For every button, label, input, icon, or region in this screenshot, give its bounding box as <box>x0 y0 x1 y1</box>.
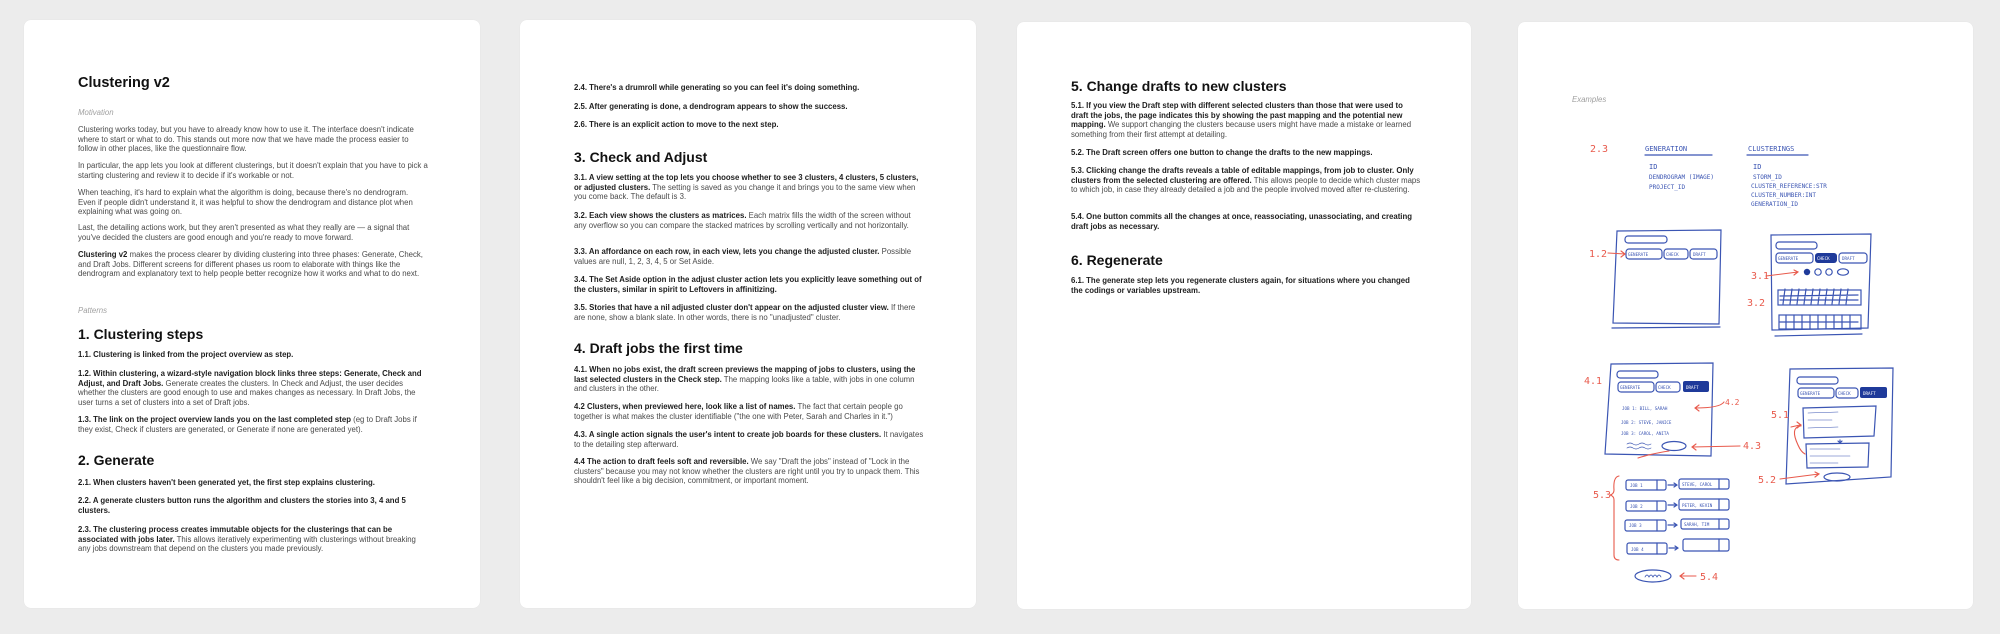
item-lead: 4.4 The action to draft feels soft and reversible. <box>574 457 749 466</box>
ref-label: 5.4 <box>1700 572 1719 583</box>
item <box>1071 276 1421 295</box>
view-option-sketch <box>1838 269 1849 275</box>
tab-label: CHECK <box>1838 391 1851 396</box>
item <box>574 303 924 322</box>
view-option-sketch <box>1804 269 1810 275</box>
tab-label: CHECK <box>1658 385 1671 390</box>
item <box>1071 212 1421 231</box>
squiggle-text <box>1627 443 1651 449</box>
mapping-row-sketch <box>1625 519 1729 531</box>
item <box>574 173 924 202</box>
svg-text:SARAH, TIM: SARAH, TIM <box>1684 522 1710 527</box>
item <box>574 457 924 486</box>
ref-label: 3.2 <box>1747 298 1766 309</box>
item-rest: Generate creates the clusters. In Check and Adjust, the user decides whether the clusters are good enough to use and makes changes as necessary. In Draft Jobs, the user turns a set of clusters into a set of Draft jobs. <box>78 378 416 407</box>
tab-label: CHECK <box>1817 256 1830 261</box>
item-lead: 4.2 Clusters, when previewed here, look like a list of names. <box>574 402 796 411</box>
item <box>78 369 428 407</box>
section-label-patterns: Patterns <box>78 306 108 315</box>
paragraph: Clustering works today, but you have to already know how to use it. The interface doesn't indicate where to start or what to do. This stands out more now that we have made the process easier to follow in other places, like the questionnaire flow. <box>78 125 414 153</box>
item-lead: 3.2. Each view shows the clusters as matrices. <box>574 211 747 220</box>
view-option-sketch <box>1826 269 1832 275</box>
ref-label: 5.3 <box>1593 490 1612 501</box>
item-rest: We say "Draft the jobs" instead of "Lock in the clusters" because you may not know whether the clusters are right until you try to unpack them. This shouldn't feel like a big decision, commitment, or important moment. <box>574 457 920 485</box>
item-lead: 3.5. Stories that have a nil adjusted cluster don't appear on the adjusted cluster view. <box>574 303 889 312</box>
svg-text:JOB 3: JOB 3 <box>1629 523 1642 528</box>
paragraph: When teaching, it's hard to explain what the algorithm is doing, because there's no dendrogram. Even if people didn't understand it, it was helpful to show the dendrogram and distance plot when explaining what was going on. <box>78 188 413 216</box>
heading-draft-jobs: 4. Draft jobs the first time <box>574 340 743 356</box>
doc-page-1 <box>24 20 480 608</box>
svg-text:JOB 1: JOB 1 <box>1630 483 1643 488</box>
item <box>574 211 924 230</box>
wireframe-frame <box>1612 230 1721 328</box>
doc-page-3 <box>1017 22 1471 609</box>
item-lead: 1.2. Within clustering, a wizard-style navigation block links three steps: Generate, Check and Adjust, and Draft Jobs. <box>78 369 422 388</box>
button-sketch <box>1824 473 1850 481</box>
view-option-sketch <box>1815 269 1821 275</box>
arrow-icon <box>1680 573 1696 579</box>
schema-field: STORM_ID <box>1753 174 1782 181</box>
item-rest: The fact that certain people go together is what makes the cluster identifiable ("the one with Peter, Sarah and Charles in it.") <box>574 402 903 421</box>
item-lead: 2.6. There is an explicit action to move to the next step. <box>574 120 779 129</box>
doc-page-4-examples <box>1518 22 1973 609</box>
ref-label: 1.2 <box>1589 249 1608 260</box>
wireframe-sketches <box>1518 22 1973 609</box>
item-lead: 4.3. A single action signals the user's intent to create job boards for these clusters. <box>574 430 882 439</box>
ref-label: 4.2 <box>1725 398 1740 407</box>
tab-label: GENERATE <box>1800 391 1821 396</box>
svg-text:STEVE, CAROL: STEVE, CAROL <box>1682 482 1713 487</box>
mapping-row-sketch <box>1626 479 1729 490</box>
svg-text:JOB 4: JOB 4 <box>1631 547 1644 552</box>
summary-lead: Clustering v2 <box>78 250 128 259</box>
schema-field: ID <box>1753 163 1762 171</box>
schema-field: GENERATION_ID <box>1751 201 1798 208</box>
schema-title-generation: GENERATION <box>1645 145 1688 153</box>
squiggle-text <box>1645 575 1661 577</box>
ref-label: 4.1 <box>1584 376 1603 387</box>
ref-label: 3.1 <box>1751 271 1770 282</box>
item <box>574 83 924 93</box>
job-mapping-line: JOB 3: CAROL, ANITA <box>1621 431 1669 436</box>
mapping-row-sketch <box>1626 499 1729 511</box>
section-label-motivation: Motivation <box>78 108 114 117</box>
tab-label: DRAFT <box>1842 256 1855 261</box>
item-rest: This allows people to decide which cluster maps to which job, in case they already detailed a job and the people involved moved after re-clustering. <box>1071 175 1421 194</box>
item-rest: We support changing the clusters because users might have made a mistake or learned something from their first attempt at detailing. <box>1071 120 1412 139</box>
item <box>574 247 924 266</box>
item-lead: 5.3. Clicking change the drafts reveals a table of editable mappings, from job to cluster. Only clusters from the selected clustering are offered. <box>1071 166 1414 185</box>
ref-label: 4.3 <box>1743 441 1762 452</box>
heading-change-drafts: 5. Change drafts to new clusters <box>1071 78 1287 94</box>
breadcrumb-sketch <box>1797 377 1838 384</box>
item <box>574 402 924 421</box>
item-lead: 1.3. The link on the project overview lands you on the last completed step <box>78 415 351 424</box>
ref-label: 2.3 <box>1590 144 1609 155</box>
schema-field: PROJECT_ID <box>1649 184 1686 191</box>
paragraph: In particular, the app lets you look at different clusterings, but it doesn't explain that you have to pick a starting clustering and review it to decide if it's workable or not. <box>78 161 428 180</box>
wireframe-frame <box>1786 368 1893 484</box>
item <box>574 102 924 112</box>
item <box>1071 148 1421 158</box>
arrow-icon <box>1692 444 1740 450</box>
summary-rest: makes the process clearer by dividing clustering into three phases: Generate, Check, and Draft Jobs. Different screens for different phases us room to elaborate with things like the dendrogram and explanatory text to help people better recognize how it works and what to do next. <box>78 250 423 278</box>
heading-generate: 2. Generate <box>78 452 155 468</box>
breadcrumb-sketch <box>1617 371 1658 378</box>
item-rest: Each matrix fills the width of the screen without any overflow so you can compare the stacked matrices by scrolling vertically and not horizontally. <box>574 211 911 230</box>
heading-check-adjust: 3. Check and Adjust <box>574 149 708 165</box>
heading-clustering-steps: 1. Clustering steps <box>78 326 204 342</box>
tab-label: GENERATE <box>1620 385 1641 390</box>
item <box>574 365 924 394</box>
schema-field: CLUSTER_NUMBER:INT <box>1751 192 1817 199</box>
doc-page-2 <box>520 20 976 608</box>
mapping-row-sketch <box>1627 539 1729 554</box>
breadcrumb-sketch <box>1776 242 1817 249</box>
item-lead: 2.4. There's a drumroll while generating so you can feel it's doing something. <box>574 83 860 92</box>
page-title: Clustering v2 <box>78 75 170 91</box>
item-rest: Possible values are null, 1, 2, 3, 4, 5 or Set Aside. <box>574 247 912 266</box>
mapping-box-sketch <box>1803 406 1876 468</box>
section-label-examples: Examples <box>1572 95 1607 104</box>
item-rest: If there are none, show a blank slate. In other words, there is no "unadjusted" cluster. <box>574 303 916 322</box>
item-lead: 5.4. One button commits all the changes at once, reassociating, unassociating, and creating draft jobs as necessary. <box>1071 212 1412 231</box>
item-lead: 6.1. The generate step lets you regenerate clusters again, for situations where you changed the codings or variables upstream. <box>1071 276 1410 295</box>
item-rest: It navigates to the detailing step afterward. <box>574 430 924 449</box>
item <box>78 415 428 434</box>
item-lead: 3.1. A view setting at the top lets you choose whether to see 3 clusters, 4 clusters, 5 clusters, or adjusted clusters. <box>574 173 919 192</box>
item-rest: (eg to Draft Jobs if they exist, Check if clusters are generated, or Generate if none are generated yet). <box>78 415 417 434</box>
tab-label: CHECK <box>1666 252 1679 257</box>
schema-field: ID <box>1649 163 1658 171</box>
matrix-sketch <box>1778 289 1861 329</box>
item-lead: 3.4. The Set Aside option in the adjust cluster action lets you explicitly leave something out of the clusters, similar in spirit to Leftovers in affinitizing. <box>574 275 922 294</box>
item <box>78 525 428 554</box>
item <box>574 275 924 294</box>
item-lead: 4.1. When no jobs exist, the draft screen previews the mapping of jobs to clusters, using the last selected clusters in the Check step. <box>574 365 916 384</box>
tab-label: DRAFT <box>1686 385 1699 390</box>
svg-text:JOB 2: JOB 2 <box>1630 504 1643 509</box>
item-lead: 2.2. A generate clusters button runs the algorithm and clusters the stories into 3, 4 and 5 clusters. <box>78 496 406 515</box>
schema-title-clusterings: CLUSTERINGS <box>1748 145 1795 153</box>
arrow-icon <box>1791 422 1805 454</box>
item <box>78 478 428 488</box>
item-rest: The setting is saved as you change it and brings you to the same view when you come back. The default is 3. <box>574 182 916 201</box>
paragraph-summary <box>78 250 428 279</box>
tab-label: DRAFT <box>1693 252 1706 257</box>
item-lead: 2.5. After generating is done, a dendrogram appears to show the success. <box>574 102 848 111</box>
item <box>78 350 428 360</box>
item <box>1071 101 1421 139</box>
item-rest: This allows iteratively experimenting with clusterings without breaking any jobs downstream that depend on the clusters you made previously. <box>78 534 416 553</box>
job-mapping-line: JOB 1: BILL, SARAH <box>1622 406 1668 411</box>
button-sketch <box>1662 442 1686 451</box>
item-lead: 2.1. When clusters haven't been generated yet, the first step explains clustering. <box>78 478 375 487</box>
item <box>1071 166 1421 195</box>
item-lead: 5.1. If you view the Draft step with different selected clusters than those that were used to draft the jobs, the page indicates this by showing the past mapping and the potential new mapping. <box>1071 101 1403 129</box>
item <box>574 430 924 449</box>
ref-label: 5.2 <box>1758 475 1777 486</box>
item-rest: The mapping looks like a table, with jobs in one column and clusters in the other. <box>574 374 915 393</box>
item-lead: 1.1. Clustering is linked from the project overview as step. <box>78 350 294 359</box>
tab-label: GENERATE <box>1778 256 1799 261</box>
item <box>574 120 924 130</box>
item-lead: 3.3. An affordance on each row, in each view, lets you change the adjusted cluster. <box>574 247 880 256</box>
brace-icon <box>1610 476 1619 560</box>
tab-label: GENERATE <box>1628 252 1649 257</box>
paragraph: Last, the detailing actions work, but they aren't presented as what they really are — a signal that you've decided the clusters are good enough and you're ready to move forward. <box>78 223 410 242</box>
item-lead: 5.2. The Draft screen offers one button to change the drafts to the new mappings. <box>1071 148 1373 157</box>
svg-text:PETER, KEVIN: PETER, KEVIN <box>1682 503 1713 508</box>
commit-button-sketch <box>1635 570 1671 582</box>
job-mapping-line: JOB 2: STEVE, JANICE <box>1621 420 1672 425</box>
breadcrumb-sketch <box>1625 236 1667 243</box>
schema-field: DENDROGRAM (IMAGE) <box>1649 174 1715 181</box>
schema-field: CLUSTER_REFERENCE:STR <box>1751 183 1827 190</box>
tab-label: DRAFT <box>1863 391 1876 396</box>
item-lead: 2.3. The clustering process creates immutable objects for the clusterings that can be associated with jobs later. <box>78 525 393 544</box>
ref-label: 5.1 <box>1771 410 1790 421</box>
heading-regenerate: 6. Regenerate <box>1071 252 1163 268</box>
item <box>78 496 428 515</box>
arrow-icon <box>1695 402 1724 411</box>
